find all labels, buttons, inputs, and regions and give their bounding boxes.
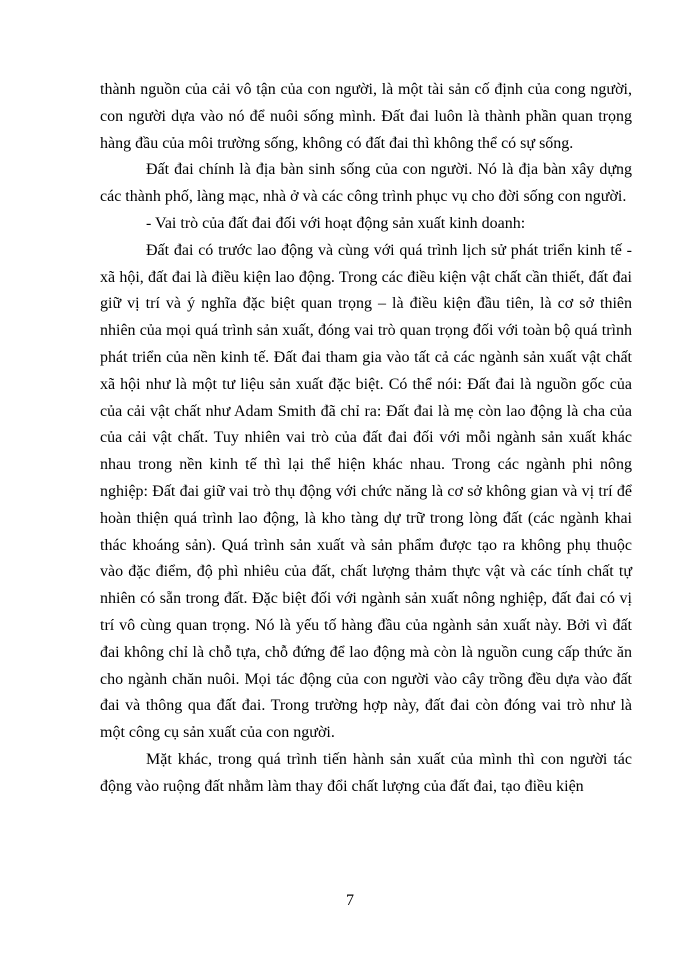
paragraph-continuation: thành nguồn của cải vô tận của con người, là một tài sản cố định của cong người, con người dựa vào nó để nuôi sống mình. Đất đai luôn là thành phần quan trọng hàng đầu của môi trường sống, không có đất đai thì không thể có sự sống.	[100, 81, 632, 152]
paragraph-production-heading: - Vai trò của đất đai đối với hoạt động sản xuất kinh doanh:	[146, 214, 526, 232]
paragraph-human-impact: Mặt khác, trong quá trình tiến hành sản xuất của mình thì con người tác động vào ruộng đất nhằm làm thay đổi chất lượng của đất đai, tạo điều kiện	[100, 750, 632, 795]
body-text	[100, 77, 632, 801]
page-number: 7	[346, 892, 354, 909]
paragraph-living-space: Đất đai chính là địa bàn sinh sống của con người. Nó là địa bàn xây dựng các thành phố, làng mạc, nhà ở và các công trình phục vụ cho đời sống con người.	[100, 161, 632, 206]
paragraph-production-role: Đất đai có trước lao động và cùng với quá trình lịch sử phát triển kinh tế - xã hội, đất đai là điều kiện lao động. Trong các điều kiện vật chất cần thiết, đất đai giữ vị trí và ý nghĩa đặc biệt quan trọng – là điều kiện đầu tiên, là cơ sở thiên nhiên của mọi quá trình sản xuất, đóng vai trò quan trọng đối với toàn bộ quá trình phát triển của nền kinh tế. Đất đai tham gia vào tất cả các ngành sản xuất vật chất xã hội như là một tư liệu sản xuất đặc biệt. Có thể nói: Đất đai là nguồn gốc của của cải vật chất như Adam Smith đã chỉ ra: Đất đai là mẹ còn lao động là cha của của cải vật chất. Tuy nhiên vai trò của đất đai đối với mỗi ngành sản xuất khác nhau trong nền kinh tế thì lại thể hiện khác nhau. Trong các ngành phi nông nghiệp: Đất đai giữ vai trò thụ động với chức năng là cơ sở không gian và vị trí để hoàn thiện quá trình lao động, là kho tàng dự trữ trong lòng đất (các ngành khai thác khoáng sản). Quá trình sản xuất và sản phẩm được tạo ra không phụ thuộc vào đặc điểm, độ phì nhiêu của đất, chất lượng thảm thực vật và các tính chất tự nhiên có sẵn trong đất. Đặc biệt đối với ngành sản xuất nông nghiệp, đất đai có vị trí vô cùng quan trọng. Nó là yếu tố hàng đầu của ngành sản xuất này. Bởi vì đất đai không chỉ là chỗ tựa, chỗ đứng để lao động mà còn là nguồn cung cấp thức ăn cho ngành chăn nuôi. Mọi tác động của con người vào cây trồng đều dựa vào đất đai và thông qua đất đai. Trong trường hợp này, đất đai còn đóng vai trò như là một công cụ sản xuất của con người.	[100, 241, 632, 742]
